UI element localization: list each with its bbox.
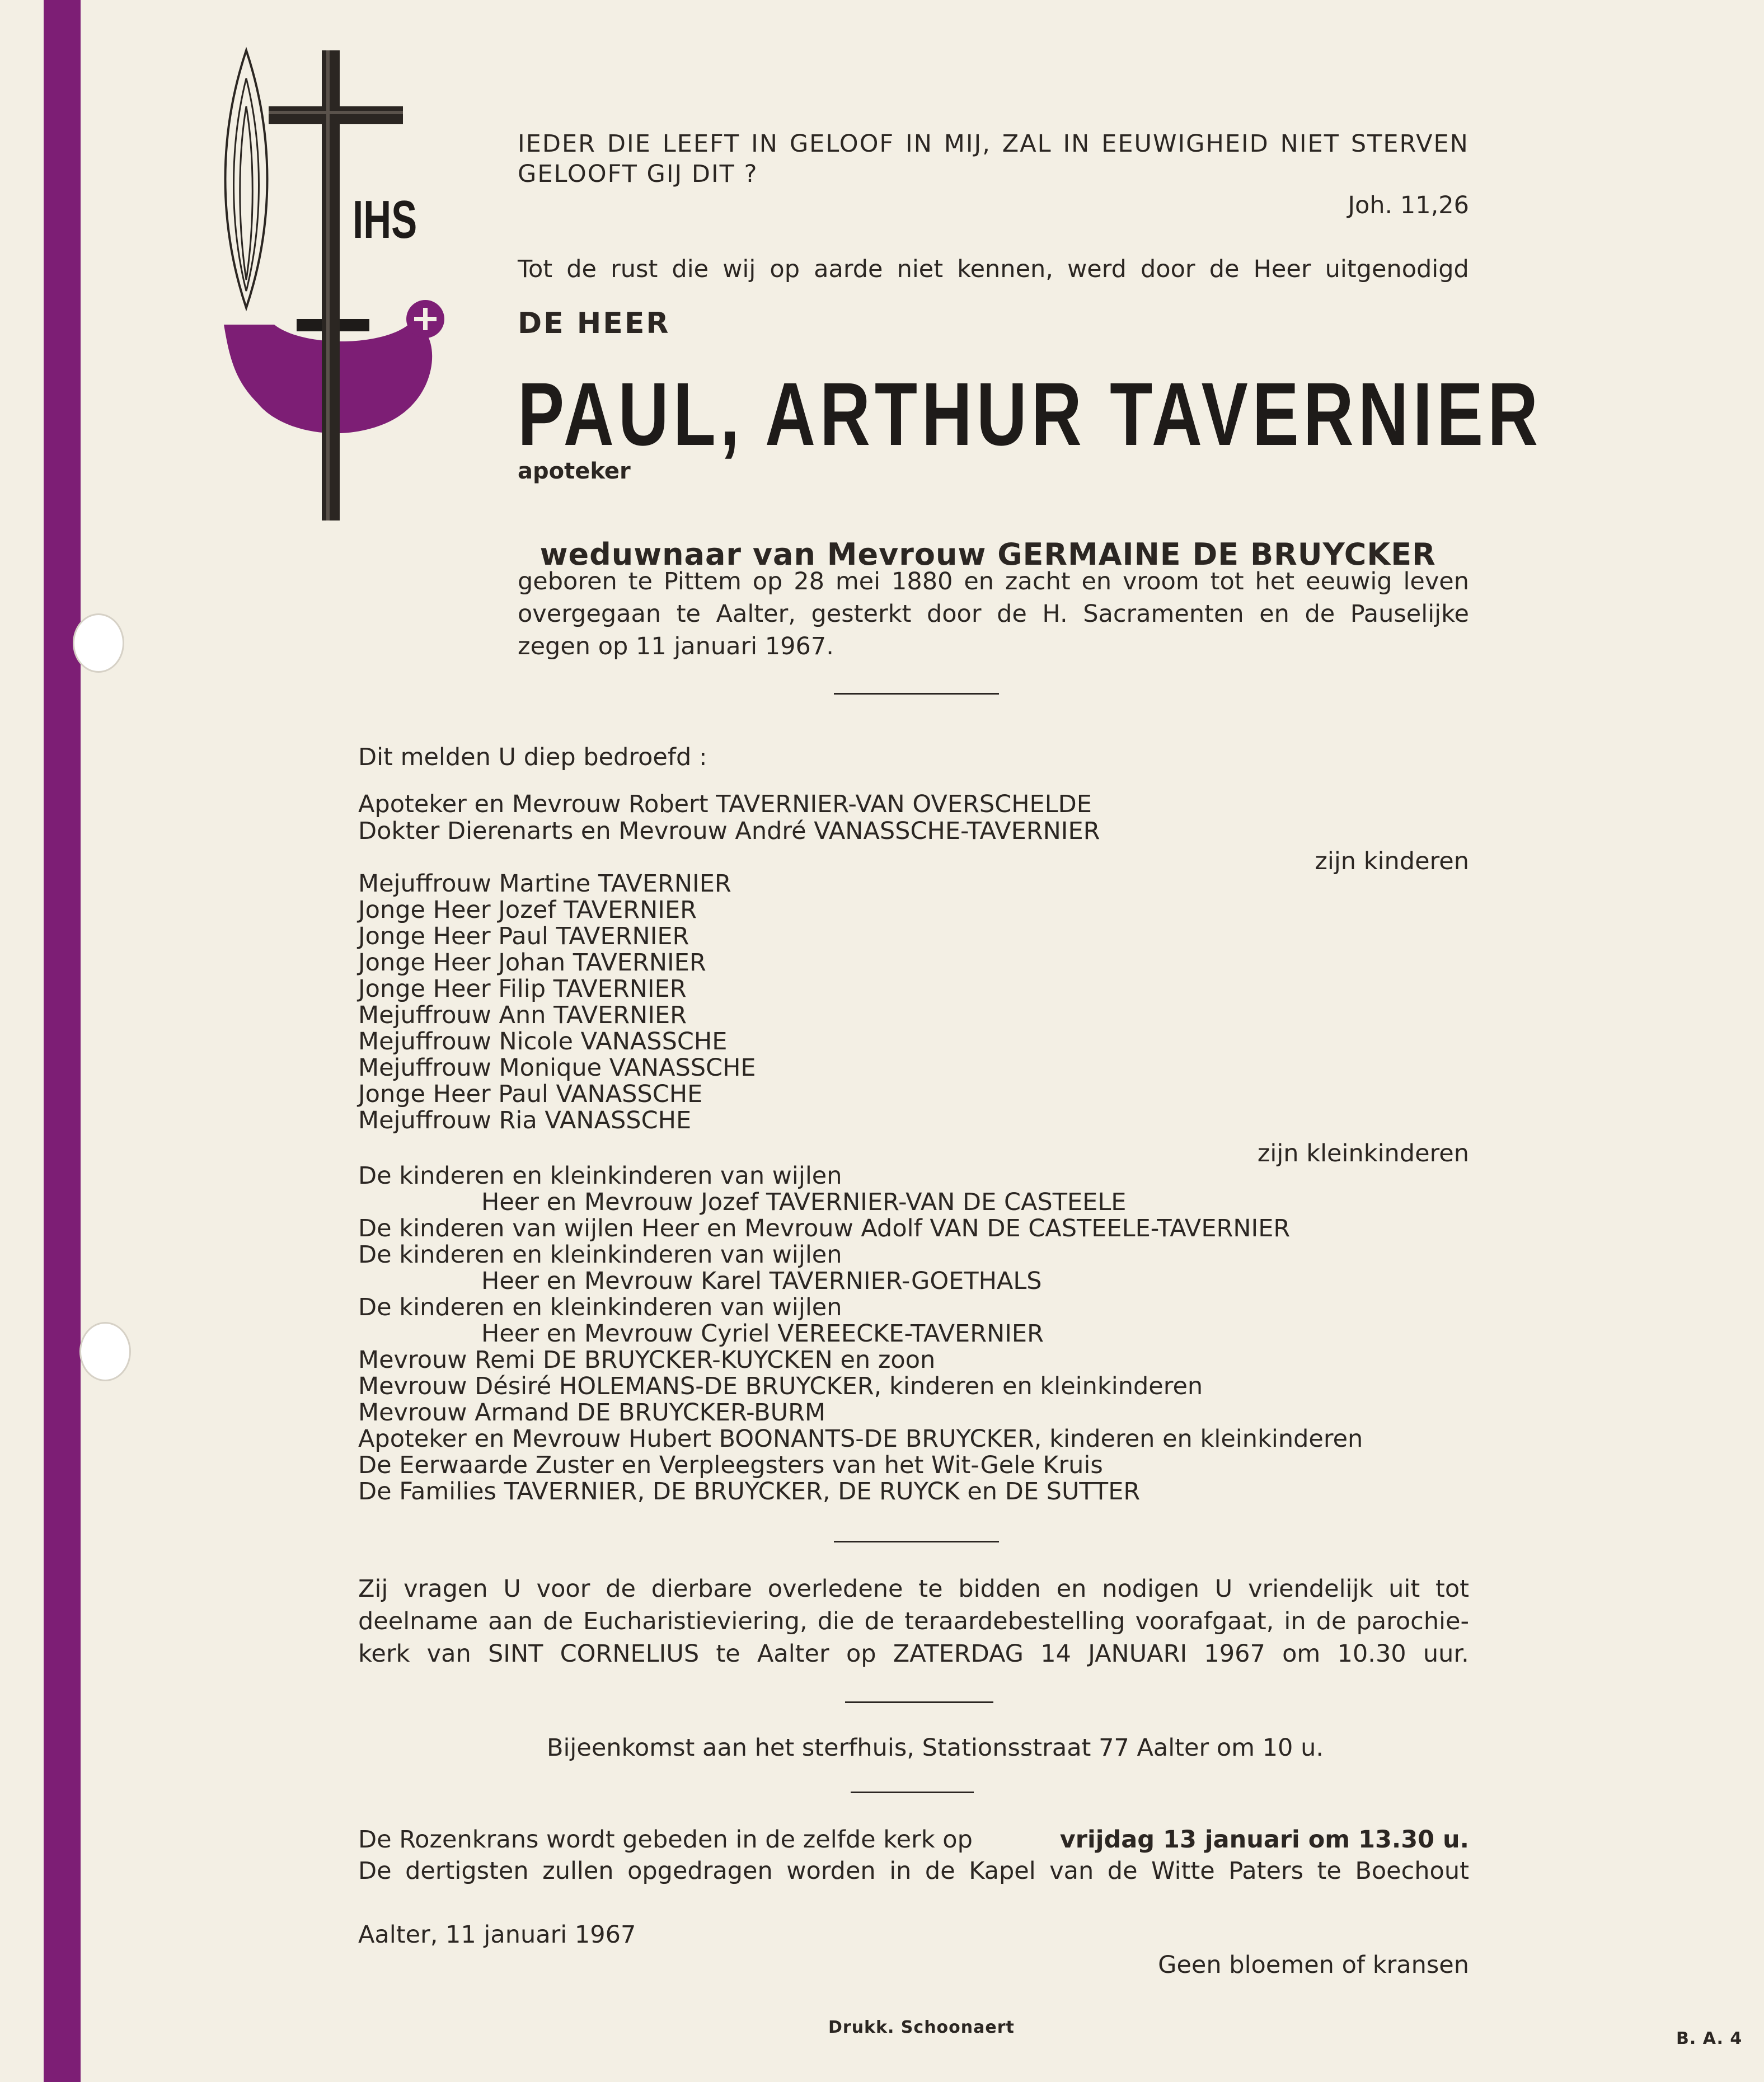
- word: uur.: [1423, 1640, 1469, 1668]
- list-item: Heer en Mevrouw Karel TAVERNIER-GOETHALS: [481, 1267, 1042, 1295]
- invitation-text: [518, 257, 1469, 282]
- word: van: [426, 1640, 471, 1668]
- word: kennen,: [957, 255, 1053, 283]
- birth-death-line-3: zegen op 11 januari 1967.: [518, 632, 834, 660]
- word: 1880: [892, 568, 953, 595]
- word: vriendelijk: [1248, 1575, 1373, 1603]
- word: 10.30: [1337, 1640, 1406, 1668]
- word: zacht: [1005, 568, 1071, 595]
- word: IN: [906, 130, 933, 158]
- thirtieth-mass-line: [358, 1859, 1469, 1883]
- list-item: Heer en Mevrouw Cyriel VEREECKE-TAVERNIER: [481, 1320, 1044, 1348]
- cross-candle-ship-emblem-icon: [213, 45, 453, 526]
- word: het: [1255, 568, 1295, 595]
- service-line-2: [358, 1607, 1469, 1635]
- list-item: Dokter Dierenarts en Mevrouw André VANASSCHE-TAVERNIER: [358, 817, 1100, 845]
- word: in: [889, 1857, 912, 1885]
- birth-death-line-2: [518, 602, 1469, 626]
- word: Pauselijke: [1350, 600, 1469, 628]
- no-flowers-note: Geen bloemen of kransen: [1158, 1951, 1469, 1979]
- ihs-monogram: IHS: [353, 189, 417, 250]
- gathering-info: Bijeenkomst aan het sterfhuis, Stationsstraat 77 Aalter om 10 u.: [546, 1734, 1324, 1762]
- list-item: Mejuffrouw Nicole VANASSCHE: [358, 1028, 728, 1056]
- word: de: [997, 600, 1027, 628]
- word: DIE: [607, 130, 651, 158]
- title-de-heer: DE HEER: [518, 307, 670, 340]
- quote-line-2: GELOOFT GIJ DIT ?: [518, 160, 758, 188]
- word: STERVEN: [1350, 130, 1469, 158]
- word: vroom: [1123, 568, 1199, 595]
- word: rust: [611, 255, 658, 283]
- list-item: Heer en Mevrouw Jozef TAVERNIER-VAN DE CASTEELE: [481, 1188, 1127, 1216]
- word: MIJ,: [944, 130, 991, 158]
- list-item: Jonge Heer Paul TAVERNIER: [358, 922, 689, 950]
- rosary-prefix: De Rozenkrans wordt gebeden in de zelfde kerk op: [358, 1826, 973, 1854]
- word: GELOOF: [789, 130, 895, 158]
- list-item: De Families TAVERNIER, DE BRUYCKER, DE RUYCK en DE SUTTER: [358, 1478, 1141, 1506]
- word: de: [543, 1607, 573, 1635]
- word: H.: [1042, 600, 1068, 628]
- word: en: [964, 568, 994, 595]
- word: op: [770, 255, 800, 283]
- word: in: [1284, 1607, 1306, 1635]
- word: en: [1259, 600, 1289, 628]
- word: niet: [897, 255, 944, 283]
- quote-reference: Joh. 11,26: [1348, 191, 1469, 219]
- divider: [845, 1701, 993, 1703]
- word: te: [1317, 1857, 1341, 1885]
- word: zullen: [542, 1857, 614, 1885]
- word: overgegaan: [518, 600, 662, 628]
- word: worden: [786, 1857, 876, 1885]
- printer-credit: Drukk. Schoonaert: [828, 2018, 1015, 2037]
- word: de: [1305, 600, 1335, 628]
- word: ZATERDAG: [893, 1640, 1024, 1668]
- word: en: [1056, 1575, 1087, 1603]
- list-item: De kinderen en kleinkinderen van wijlen: [358, 1162, 842, 1190]
- word: aan: [488, 1607, 533, 1635]
- list-item: Mejuffrouw Ria VANASSCHE: [358, 1106, 692, 1134]
- word: CORNELIUS: [560, 1640, 700, 1668]
- purple-border-stripe: [44, 0, 81, 2082]
- word: de: [925, 1857, 955, 1885]
- word: Eucharistieviering,: [583, 1607, 808, 1635]
- word: Paters: [1228, 1857, 1304, 1885]
- spouse-name: GERMAINE DE BRUYCKER: [997, 537, 1436, 572]
- word: Witte: [1151, 1857, 1215, 1885]
- word: JANUARI: [1088, 1640, 1188, 1668]
- word: de: [1107, 1857, 1138, 1885]
- word: ZAL: [1002, 130, 1052, 158]
- word: aarde: [814, 255, 883, 283]
- list-item: De Eerwaarde Zuster en Verpleegsters van het Wit-Gele Kruis: [358, 1451, 1103, 1479]
- word: tot: [1435, 1575, 1469, 1603]
- word: Aalter,: [716, 600, 796, 628]
- profession: apoteker: [518, 458, 631, 484]
- word: Sacramenten: [1083, 600, 1244, 628]
- word: en: [1081, 568, 1112, 595]
- word: geboren: [518, 568, 617, 595]
- word: te: [918, 1575, 943, 1603]
- word: Zij: [358, 1575, 388, 1603]
- document-code: B. A. 4: [1676, 2029, 1743, 2048]
- word: overledene: [767, 1575, 903, 1603]
- word: de: [566, 255, 597, 283]
- list-item: Mejuffrouw Martine TAVERNIER: [358, 870, 731, 898]
- word: werd: [1067, 255, 1127, 283]
- list-item: De kinderen en kleinkinderen van wijlen: [358, 1241, 842, 1269]
- word: dierbare: [651, 1575, 752, 1603]
- divider: [834, 1541, 999, 1542]
- word: 28: [794, 568, 824, 595]
- word: te: [716, 1640, 740, 1668]
- word: teraardebestelling: [904, 1607, 1125, 1635]
- word: vragen: [404, 1575, 488, 1603]
- service-line-3: [358, 1642, 1469, 1666]
- grandchildren-label: zijn kleinkinderen: [1257, 1140, 1469, 1167]
- place-date: Aalter, 11 januari 1967: [358, 1921, 636, 1949]
- widower-line: [518, 509, 1436, 570]
- list-item: Jonge Heer Filip TAVERNIER: [358, 975, 687, 1003]
- list-item: De kinderen en kleinkinderen van wijlen: [358, 1293, 842, 1321]
- word: Tot: [518, 255, 553, 283]
- divider: [834, 693, 999, 695]
- word: Boechout: [1355, 1857, 1469, 1885]
- word: kerk: [358, 1640, 410, 1668]
- word: dertigsten: [405, 1857, 529, 1885]
- word: mei: [835, 568, 881, 595]
- word: EEUWIGHEID: [1101, 130, 1269, 158]
- word: door: [926, 600, 982, 628]
- word: Aalter: [757, 1640, 829, 1668]
- word: Heer: [1253, 255, 1311, 283]
- word: die: [672, 255, 709, 283]
- birth-death-line-1: [518, 570, 1469, 594]
- word: gesterkt: [811, 600, 912, 628]
- word: op: [846, 1640, 876, 1668]
- word: om: [1282, 1640, 1321, 1668]
- rosary-line: [358, 1828, 1469, 1852]
- word: nodigen: [1102, 1575, 1200, 1603]
- children-label: zijn kinderen: [1315, 847, 1469, 875]
- word: bidden: [958, 1575, 1041, 1603]
- word: U: [1214, 1575, 1233, 1603]
- announcement-intro: Dit melden U diep bedroefd :: [358, 743, 707, 771]
- word: parochie-: [1356, 1607, 1469, 1635]
- word: de: [1316, 1607, 1347, 1635]
- word: IN: [751, 130, 778, 158]
- deceased-name: PAUL, ARTHUR TAVERNIER: [518, 364, 1542, 464]
- list-item: Mevrouw Désiré HOLEMANS-DE BRUYCKER, kinderen en kleinkinderen: [358, 1372, 1203, 1400]
- word: 14: [1040, 1640, 1071, 1668]
- word: IEDER: [518, 130, 597, 158]
- word: de: [606, 1575, 636, 1603]
- word: op: [752, 568, 783, 595]
- word: IN: [1063, 130, 1091, 158]
- list-item: Mejuffrouw Monique VANASSCHE: [358, 1054, 756, 1082]
- word: SINT: [487, 1640, 543, 1668]
- list-item: Jonge Heer Johan TAVERNIER: [358, 949, 706, 977]
- word: deelname: [358, 1607, 478, 1635]
- word: opgedragen: [627, 1857, 773, 1885]
- word: door: [1141, 255, 1195, 283]
- list-item: Mevrouw Remi DE BRUYCKER-KUYCKEN en zoon: [358, 1346, 936, 1374]
- word: tot: [1210, 568, 1244, 595]
- list-item: Mevrouw Armand DE BRUYCKER-BURM: [358, 1399, 826, 1427]
- word: Kapel: [969, 1857, 1036, 1885]
- word: voor: [536, 1575, 590, 1603]
- widower-prefix: weduwnaar van Mevrouw: [539, 537, 987, 572]
- word: eeuwig: [1305, 568, 1392, 595]
- punch-hole: [79, 1322, 131, 1381]
- punch-hole: [73, 613, 124, 673]
- word: die: [817, 1607, 855, 1635]
- word: U: [503, 1575, 521, 1603]
- word: voorafgaat,: [1135, 1607, 1274, 1635]
- word: NIET: [1280, 130, 1340, 158]
- word: de: [864, 1607, 895, 1635]
- word: wij: [723, 255, 756, 283]
- rosary-when: vrijdag 13 januari om 13.30 u.: [1059, 1826, 1469, 1854]
- list-item: De kinderen van wijlen Heer en Mevrouw Adolf VAN DE CASTEELE-TAVERNIER: [358, 1214, 1291, 1242]
- list-item: Jonge Heer Paul VANASSCHE: [358, 1080, 703, 1108]
- service-line-1: [358, 1577, 1469, 1601]
- quote-line-1: [518, 132, 1469, 156]
- word: te: [628, 568, 653, 595]
- word: uit: [1388, 1575, 1420, 1603]
- word: te: [676, 600, 701, 628]
- word: van: [1049, 1857, 1094, 1885]
- word: de: [1209, 255, 1240, 283]
- word: 1967: [1204, 1640, 1265, 1668]
- list-item: Jonge Heer Jozef TAVERNIER: [358, 896, 697, 924]
- word: uitgenodigd: [1325, 255, 1469, 283]
- list-item: Mejuffrouw Ann TAVERNIER: [358, 1001, 687, 1029]
- list-item: Apoteker en Mevrouw Robert TAVERNIER-VAN OVERSCHELDE: [358, 790, 1092, 818]
- word: De: [358, 1857, 392, 1885]
- word: LEEFT: [662, 130, 740, 158]
- word: Pittem: [663, 568, 742, 595]
- list-item: Apoteker en Mevrouw Hubert BOONANTS-DE BRUYCKER, kinderen en kleinkinderen: [358, 1425, 1363, 1453]
- divider: [851, 1792, 974, 1793]
- word: leven: [1403, 568, 1469, 595]
